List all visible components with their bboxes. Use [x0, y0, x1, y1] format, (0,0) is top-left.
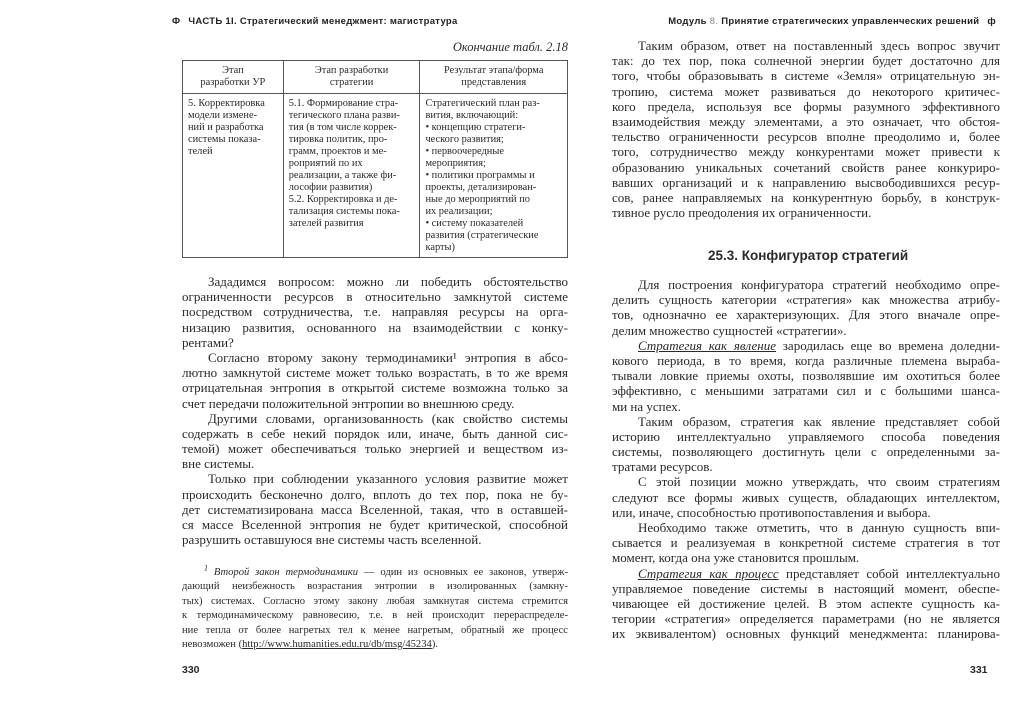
- line-text: так: до тех пор, пока солнечной энергии будет достаточно для: [612, 53, 1000, 69]
- footnote: [182, 563, 568, 652]
- text-line: [182, 289, 568, 304]
- line-text: рентами?: [182, 334, 234, 350]
- text-line: [612, 99, 1000, 114]
- line-text: посредством сотрудничества, т.е. направляя ресурсы на орга-: [182, 304, 568, 320]
- footnote-text: к термодинамическому равновесию, т.е. в ней происходит перераспределе-: [182, 610, 568, 622]
- line-text: Согласно второму закону термодинамики¹ энтропия в абсо-: [208, 349, 568, 365]
- table-cell: [183, 94, 284, 258]
- cell-line: зателей развития: [288, 218, 364, 229]
- cell-line: системы показа-: [188, 134, 261, 145]
- cell-line: 5.2. Корректировка и де-: [288, 194, 398, 205]
- footnote-term: Второй закон термодинамики: [213, 567, 359, 578]
- line-text: содержать в себе некий порядок или, иначе, быть данной сис-: [182, 425, 568, 441]
- line-text: системы, позволяющего достигнуть цели с определенными за-: [612, 444, 1000, 460]
- line-text: Необходимо также отметить, что в данную сущность впи-: [638, 520, 1000, 535]
- text-line: [612, 399, 1000, 414]
- paragraph: [612, 566, 1000, 642]
- footnote-mark: 1: [204, 563, 208, 573]
- line-text: сов, ранее направляемых на конкурентную борьбу, в конструк-: [612, 189, 1000, 205]
- cell-line: вития, включающий:: [425, 110, 519, 121]
- footnote-text: — один из основных ее законов, утверж-: [358, 567, 568, 578]
- text-line: [612, 53, 1000, 68]
- text-line: [182, 304, 568, 319]
- text-line: [612, 68, 1000, 83]
- line-text: того, сотрудничество между конкурентами может привести к: [612, 144, 1000, 160]
- line-text: тывали ловкие приемы охоты, позволявшие им охотиться более: [612, 368, 1000, 384]
- table-header: [183, 61, 284, 94]
- running-head-text: Принятие стратегических управленческих решений: [721, 16, 980, 27]
- cell-line: карты): [425, 242, 455, 253]
- text-line: [612, 535, 1000, 550]
- line-text: взаимодействия между элементами, а это означает, что обстоя-: [612, 113, 1000, 129]
- footnote-line: [182, 580, 568, 594]
- footnote-text: ).: [431, 638, 438, 650]
- paragraph: [182, 350, 568, 411]
- text-line: [182, 502, 568, 517]
- paragraph: [612, 338, 1000, 414]
- cell-line: реализации, а также фи-: [288, 170, 397, 181]
- text-line: [182, 471, 568, 486]
- cell-line: тализация системы пока-: [288, 206, 400, 217]
- line-text: тегории «стратегия» определяется параметрами (но не является: [612, 611, 1000, 627]
- header-line: представления: [461, 77, 527, 88]
- text-line: [182, 274, 568, 289]
- table-header-row: [183, 61, 568, 94]
- line-text: разрушить оставшуюся вне системы часть вселенной.: [182, 532, 482, 548]
- text-line: [182, 380, 568, 395]
- line-text: делить сущность категории «стратегия» как множества атрибу-: [612, 292, 1000, 308]
- cell-line: модели измене-: [188, 110, 258, 121]
- cell-line: их реализации;: [425, 206, 493, 217]
- cell-line: 5.1. Формирование стра-: [288, 98, 399, 109]
- cell-line: ные до мероприятий по: [425, 194, 530, 205]
- section-heading: 25.3. Конфигуратор стратегий: [708, 248, 909, 263]
- line-text: тов, однозначно ее характеризующих. Для этого вначале опре-: [612, 307, 1000, 323]
- text-line: [612, 160, 1000, 175]
- cell-line: ческого развития;: [425, 134, 504, 145]
- paragraph: [612, 277, 1000, 338]
- line-text: тропию, система может развиваться до некоторого критичес-: [612, 83, 1000, 99]
- header-line: Результат этапа/форма: [444, 65, 544, 76]
- text-line: [612, 566, 1000, 581]
- text-line: [612, 444, 1000, 459]
- line-text: зародилась еще во времена доледни-: [776, 337, 1000, 353]
- cell-line: тия (в том числе коррек-: [288, 122, 397, 133]
- line-text: вне системы.: [182, 456, 255, 472]
- line-text: тивное русло преодоления их ограниченности.: [612, 205, 872, 221]
- cell-line: 5. Корректировка: [188, 98, 265, 109]
- line-text: Для построения конфигуратора стратегий необходимо опре-: [638, 277, 1000, 292]
- cell-line: лософии развития): [288, 182, 373, 193]
- text-line: [612, 175, 1000, 190]
- table-cell: [283, 94, 420, 258]
- cell-line: • первоочередные: [425, 146, 504, 157]
- text-line: [612, 277, 1000, 292]
- footnote-link[interactable]: http://www.humanities.edu.ru/db/msg/45234: [242, 638, 432, 650]
- line-text: историю интеллектуально управляемого способа поведения: [612, 428, 1000, 444]
- text-line: [612, 144, 1000, 159]
- cell-line: ний и разработка: [188, 122, 264, 133]
- cell-line: мероприятия;: [425, 158, 486, 169]
- text-line: [612, 626, 1000, 641]
- text-line: [612, 474, 1000, 489]
- line-text: отрицательная энтропия в открытой системе возможна только за: [182, 380, 568, 396]
- text-line: [612, 114, 1000, 129]
- header-line: стратегии: [329, 77, 374, 88]
- footnote-line: [182, 624, 568, 638]
- text-line: [182, 532, 568, 547]
- strategy-table: [182, 60, 568, 258]
- text-line: [182, 411, 568, 426]
- line-text: делим множество сущностей «стратегии».: [612, 322, 847, 338]
- running-head-text: ЧАСТЬ 1I. Стратегический менеджмент: магистратура: [188, 16, 458, 27]
- text-line: [612, 190, 1000, 205]
- line-text: того, чтобы образовывать в системе «Земля» отрицательную эн-: [612, 68, 1000, 84]
- page-number-right: 331: [970, 664, 988, 676]
- text-line: [182, 320, 568, 335]
- line-text: момент, когда она уже становится прошлым.: [612, 550, 860, 566]
- line-text: управляемое поведение системы в настоящий момент, обеспе-: [612, 580, 1000, 596]
- text-line: [182, 487, 568, 502]
- text-line: [182, 517, 568, 532]
- text-line: [182, 441, 568, 456]
- line-text: образованию уникальных сочетаний свойств ранее конкуриро-: [612, 159, 1000, 175]
- page-number-left: 330: [182, 664, 200, 676]
- cell-line: тегического плана разви-: [288, 110, 400, 121]
- line-text: низацию развития, основанного на взаимодействии с конку-: [182, 319, 568, 335]
- cell-line: Стратегический план раз-: [425, 98, 540, 109]
- line-text: темой) может обеспечиваться только энергией и веществом из-: [182, 441, 568, 457]
- text-line: [612, 353, 1000, 368]
- line-text: лютно замкнутой системе может только возрастать, в то же время: [182, 365, 568, 381]
- paragraph: [182, 471, 568, 547]
- footnote-line: [182, 563, 568, 580]
- text-line: [182, 335, 568, 350]
- cell-line: проекты, детализирован-: [425, 182, 537, 193]
- text-line: [612, 596, 1000, 611]
- line-text: дет систематизирована масса Вселенной, такая, что в оставшей-: [182, 501, 568, 517]
- text-line: [612, 338, 1000, 353]
- paragraph: [612, 38, 1000, 220]
- text-line: [612, 505, 1000, 520]
- line-text: ми на успех.: [612, 398, 681, 414]
- text-line: [612, 414, 1000, 429]
- table-header: [420, 61, 568, 94]
- line-text: ся массе Вселенной энтропия не будет критической, способной: [182, 517, 568, 532]
- table-caption: Окончание табл. 2.18: [452, 40, 568, 54]
- table-row: [183, 94, 568, 258]
- paragraph: [612, 414, 1000, 475]
- footnote-text: ние тепла от более нагретых тел к менее нагретым, обратный же процесс: [182, 624, 568, 636]
- paragraph: [182, 274, 568, 350]
- module-label: Модуль: [668, 16, 707, 27]
- right-body-text-top: [612, 38, 1000, 220]
- text-line: [612, 84, 1000, 99]
- text-line: [612, 307, 1000, 322]
- line-text: Только при соблюдении указанного условия развитие может: [208, 471, 568, 487]
- left-body-text: [182, 274, 568, 547]
- text-line: [612, 38, 1000, 53]
- right-body-text: [612, 277, 1000, 642]
- footnote-text: тых) системах. Согласно этому закону любая замкнутая система стремится: [182, 595, 568, 607]
- line-text: Таким образом, ответ на поставленный здесь вопрос звучит: [638, 38, 1000, 53]
- cell-line: развития (стратегические: [425, 230, 539, 241]
- module-number: 8.: [709, 16, 719, 27]
- line-text: следуют все формы живых существ, обладающих интеллектом,: [612, 489, 1000, 505]
- cell-line: тировка политик, про-: [288, 134, 388, 145]
- footnote-line: [182, 609, 568, 623]
- table-header: [283, 61, 420, 94]
- line-text: их эквивалентом) основных функций менеджмента: планирова-: [612, 626, 1000, 642]
- line-text: происходить бесконечно долго, вплоть до тех пор, пока не бу-: [182, 486, 568, 502]
- text-line: [612, 383, 1000, 398]
- running-head-mark: Ф: [172, 16, 181, 27]
- italic-term: Стратегия как явление: [638, 337, 777, 353]
- cell-line: • систему показателей: [425, 218, 524, 229]
- text-line: [612, 520, 1000, 535]
- cell-line: роприятий по их: [288, 158, 363, 169]
- paragraph: [612, 520, 1000, 566]
- footnote-line: [182, 638, 568, 652]
- line-text: Другими словами, организованность (как свойство системы: [208, 410, 568, 426]
- cell-line: грамм, проектов и ме-: [288, 146, 387, 157]
- line-text: тельство ограниченности ресурсов вполне преодолимо и, более: [612, 129, 1000, 145]
- line-text: вавших организаций и к направлению высвободившихся ресур-: [612, 174, 1000, 190]
- running-head-left: [164, 16, 458, 27]
- line-text: или, иначе, способностью противопоставления и выбора.: [612, 504, 931, 520]
- footnote-text: дающий неизбежность возрастания энтропии в изолированных (замкну-: [182, 581, 568, 593]
- text-line: [612, 550, 1000, 565]
- text-line: [182, 396, 568, 411]
- text-line: [612, 205, 1000, 220]
- line-text: С этой позиции можно утверждать, что своим стратегиям: [638, 474, 1000, 490]
- text-line: [612, 292, 1000, 307]
- text-line: [612, 490, 1000, 505]
- text-line: [612, 368, 1000, 383]
- text-line: [182, 426, 568, 441]
- text-line: [182, 365, 568, 380]
- footnote-text: невозможен (: [182, 638, 243, 650]
- header-line: разработки УР: [200, 77, 266, 88]
- text-line: [612, 459, 1000, 474]
- header-line: Этап: [222, 65, 244, 76]
- line-text: тратами ресурсов.: [612, 459, 713, 475]
- line-text: Таким образом, стратегия как явление представляет собой: [638, 413, 1000, 429]
- line-text: кого предела, используя все формы разумного эффективного: [612, 98, 1000, 114]
- text-line: [612, 129, 1000, 144]
- header-line: Этап разработки: [314, 65, 389, 76]
- line-text: кового периода, в то время, когда различные племена выраба-: [612, 352, 1000, 368]
- cell-line: телей: [188, 146, 213, 157]
- line-text: чивающее ей достижение целей. В этом аспекте сущность ка-: [612, 595, 1000, 611]
- line-text: сывается и реализуемая в конкретной системе стратегия в тот: [612, 535, 1000, 551]
- paragraph: [612, 474, 1000, 520]
- text-line: [612, 611, 1000, 626]
- paragraph: [182, 411, 568, 472]
- cell-line: • политики программы и: [425, 170, 535, 181]
- text-line: [612, 323, 1000, 338]
- line-text: Зададимся вопросом: можно ли победить обстоятельство: [208, 274, 568, 289]
- line-text: представляет собой интеллектуально: [778, 565, 1000, 581]
- cell-line: • концепцию стратеги-: [425, 122, 526, 133]
- running-head-right: [668, 16, 1004, 27]
- line-text: ограниченности ресурсов в относительно замкнутой системе: [182, 289, 568, 305]
- running-head-mark: ф: [987, 16, 996, 27]
- text-line: [612, 581, 1000, 596]
- text-line: [182, 350, 568, 365]
- line-text: эффективно, с меньшими затратами сил и с большими шанса-: [612, 383, 1000, 399]
- table-cell: [420, 94, 568, 258]
- text-line: [182, 456, 568, 471]
- italic-term: Стратегия как процесс: [638, 565, 779, 581]
- footnote-line: [182, 595, 568, 609]
- line-text: счет передачи положительной энтропии во внешнюю среду.: [182, 395, 515, 411]
- text-line: [612, 429, 1000, 444]
